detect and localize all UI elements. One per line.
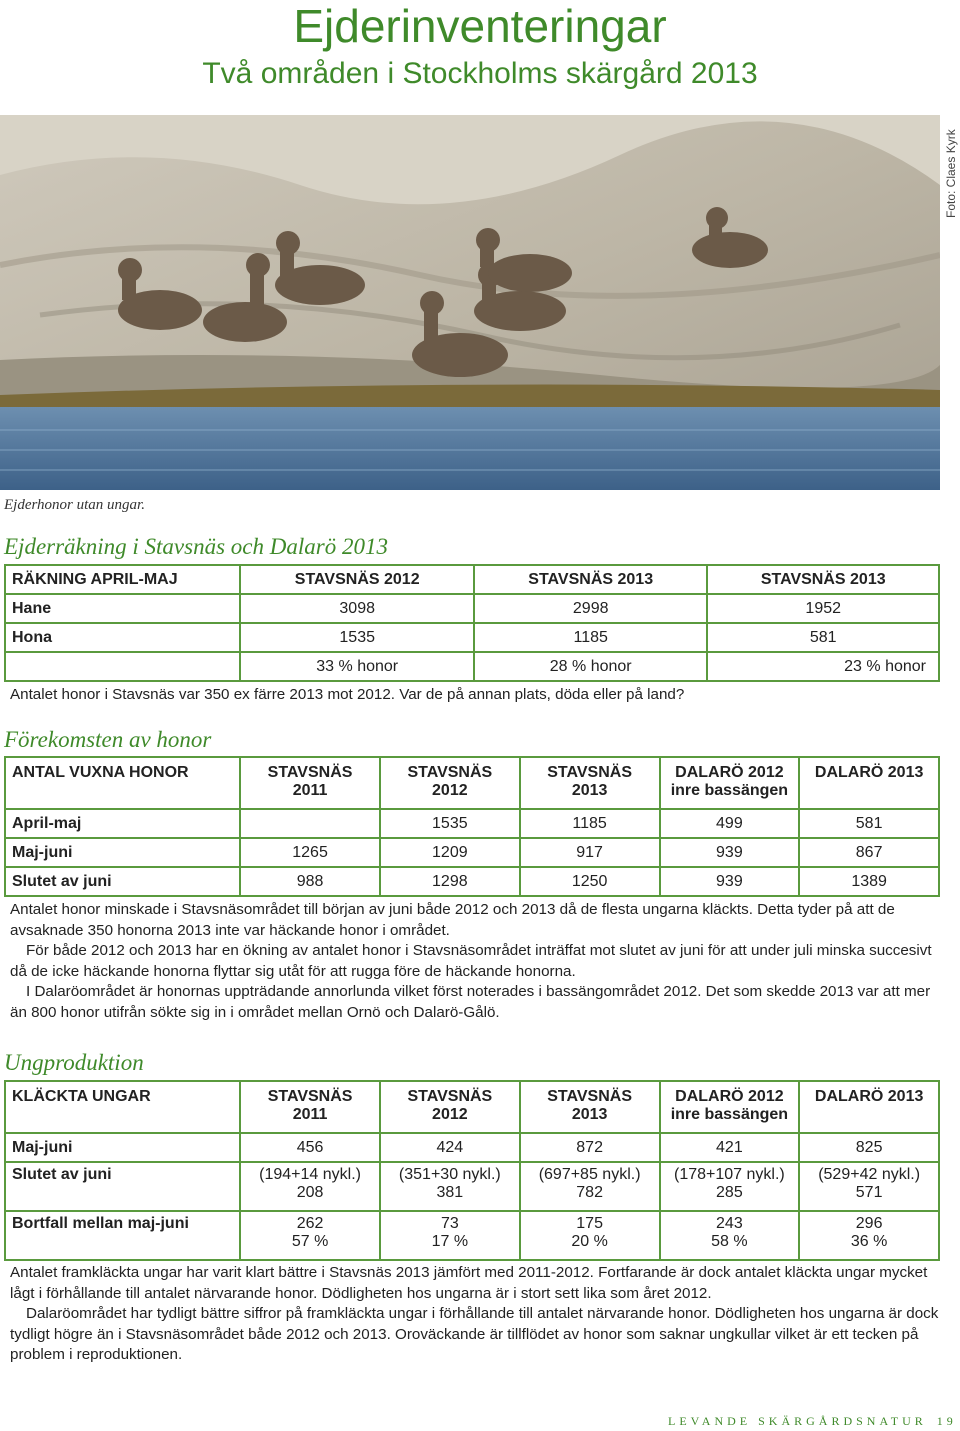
table-cell: 499	[660, 809, 800, 838]
table-row	[5, 867, 939, 896]
count-note: Antalet honor i Stavsnäs var 350 ex färre 2013 mot 2012. Var de på annan plats, döda eller på land?	[10, 686, 685, 703]
row-label: Hona	[5, 623, 240, 652]
table-cell: (697+85 nykl.) 782	[520, 1162, 660, 1211]
page-subtitle: Två områden i Stockholms skärgård 2013	[202, 57, 758, 90]
table-cell: (194+14 nykl.) 208	[240, 1162, 380, 1211]
row-label: April-maj	[5, 809, 240, 838]
table-row	[5, 623, 939, 652]
table-cell: 1209	[380, 838, 520, 867]
page-number: 19	[936, 1414, 957, 1428]
females-text	[10, 900, 950, 1023]
column-header: DALARÖ 2013	[799, 757, 939, 809]
table-cell: 867	[799, 838, 939, 867]
table-cell: 1389	[799, 867, 939, 896]
table-row	[5, 1162, 939, 1211]
column-header: STAVSNÄS 2012	[380, 1081, 520, 1133]
table-cell: 1952	[707, 594, 939, 623]
count-table	[4, 564, 940, 682]
column-header: STAVSNÄS 2011	[240, 1081, 380, 1133]
table-cell	[240, 809, 380, 838]
column-header: STAVSNÄS 2013	[520, 757, 660, 809]
table-cell: 2998	[474, 594, 708, 623]
table-cell: 296 36 %	[799, 1211, 939, 1260]
column-header: STAVSNÄS 2012	[380, 757, 520, 809]
table-cell: 872	[520, 1133, 660, 1162]
publication-name: LEVANDE SKÄRGÅRDSNATUR	[668, 1414, 927, 1428]
table-header-row	[5, 565, 939, 594]
eider-photo	[0, 115, 940, 490]
table-cell: 1185	[474, 623, 708, 652]
row-label: Bortfall mellan maj-juni	[5, 1211, 240, 1260]
table-row	[5, 838, 939, 867]
row-label	[5, 652, 240, 681]
table-cell: 28 % honor	[474, 652, 708, 681]
table-cell: 33 % honor	[240, 652, 474, 681]
table-row	[5, 1211, 939, 1260]
table-cell: (529+42 nykl.) 571	[799, 1162, 939, 1211]
column-header: KLÄCKTA UNGAR	[5, 1081, 240, 1133]
paragraph: Dalaröområdet har tydligt bättre siffror på framkläckta ungar i förhållande till antalet närvarande honor. Dödligheten hos ungarna är dock tydligt högre än i Stavsnäsområdet både 2012 och 2013. Oroväckande är tillflödet av honor som saknar ungkullar vilket är ett tecken på problem i reproduktionen.	[10, 1305, 939, 1363]
column-header: STAVSNÄS 2013	[520, 1081, 660, 1133]
table-row	[5, 594, 939, 623]
column-header: STAVSNÄS 2012	[240, 565, 474, 594]
column-header: ANTAL VUXNA HONOR	[5, 757, 240, 809]
column-header: DALARÖ 2012 inre bassängen	[660, 1081, 800, 1133]
table-cell: 456	[240, 1133, 380, 1162]
table-cell: 1185	[520, 809, 660, 838]
table-cell: 73 17 %	[380, 1211, 520, 1260]
column-header: RÄKNING APRIL-MAJ	[5, 565, 240, 594]
table-cell: 424	[380, 1133, 520, 1162]
table-cell: 243 58 %	[660, 1211, 800, 1260]
table-cell: 421	[660, 1133, 800, 1162]
table-cell: (351+30 nykl.) 381	[380, 1162, 520, 1211]
table-cell: 1298	[380, 867, 520, 896]
table-cell: (178+107 nykl.) 285	[660, 1162, 800, 1211]
row-label: Maj-juni	[5, 838, 240, 867]
table-cell: 581	[707, 623, 939, 652]
table-cell: 939	[660, 838, 800, 867]
section-heading-young: Ungproduktion	[4, 1050, 144, 1075]
paragraph: I Dalaröområdet är honornas uppträdande annorlunda vilket först noterades i bassängområdet 2012. Det som skedde 2013 var att mer än 800 honor utifrån sökte sig in i området mellan Ornö och Dalarö-Gålö.	[10, 983, 931, 1021]
photo-caption: Ejderhonor utan ungar.	[4, 497, 145, 513]
row-label: Slutet av juni	[5, 867, 240, 896]
paragraph: Antalet framkläckta ungar har varit klart bättre i Stavsnäs 2013 jämfört med 2011-2012. Fortfarande är dock antalet kläckta ungar mycket lågt i förhållande till antalet närvarande honor. Dödligheten hos ungarna är i stort sett lika som året 2012.	[10, 1264, 928, 1302]
paragraph: För både 2012 och 2013 har en ökning av antalet honor i Stavsnäsområdet inträffat mot slutet av juni för att under juli minska succesivt då de icke häckande honorna flyttar sig utåt för att rugga före de häckande honorna.	[10, 942, 932, 980]
column-header: DALARÖ 2013	[799, 1081, 939, 1133]
paragraph: Antalet honor minskade i Stavsnäsområdet till början av juni både 2012 och 2013 då de flesta ungarna kläckts. Detta tyder på att de avsaknade 350 honorna 2013 inte var häckande honor i området.	[10, 901, 895, 939]
table-header-row	[5, 1081, 939, 1133]
table-cell: 1535	[380, 809, 520, 838]
page-footer	[668, 1414, 957, 1429]
row-label: Maj-juni	[5, 1133, 240, 1162]
table-cell: 1250	[520, 867, 660, 896]
table-cell: 939	[660, 867, 800, 896]
females-table	[4, 756, 940, 897]
young-table	[4, 1080, 940, 1261]
young-text	[10, 1263, 950, 1366]
column-header: STAVSNÄS 2013	[474, 565, 708, 594]
table-row	[5, 1133, 939, 1162]
table-cell: 1265	[240, 838, 380, 867]
page-title: Ejderinventeringar	[293, 0, 667, 52]
table-cell: 175 20 %	[520, 1211, 660, 1260]
column-header: DALARÖ 2012 inre bassängen	[660, 757, 800, 809]
table-cell: 3098	[240, 594, 474, 623]
table-row	[5, 809, 939, 838]
table-cell: 1535	[240, 623, 474, 652]
photo-credit: Foto: Claes Kyrk	[944, 129, 958, 218]
row-label: Slutet av juni	[5, 1162, 240, 1211]
section-heading-females: Förekomsten av honor	[4, 727, 212, 752]
table-row	[5, 652, 939, 681]
table-cell: 917	[520, 838, 660, 867]
table-cell: 262 57 %	[240, 1211, 380, 1260]
table-header-row	[5, 757, 939, 809]
table-cell: 581	[799, 809, 939, 838]
table-cell: 825	[799, 1133, 939, 1162]
table-cell: 988	[240, 867, 380, 896]
section-heading-count: Ejderräkning i Stavsnäs och Dalarö 2013	[4, 534, 388, 559]
row-label: Hane	[5, 594, 240, 623]
column-header: STAVSNÄS 2011	[240, 757, 380, 809]
table-cell: 23 % honor	[707, 652, 939, 681]
column-header: STAVSNÄS 2013	[707, 565, 939, 594]
